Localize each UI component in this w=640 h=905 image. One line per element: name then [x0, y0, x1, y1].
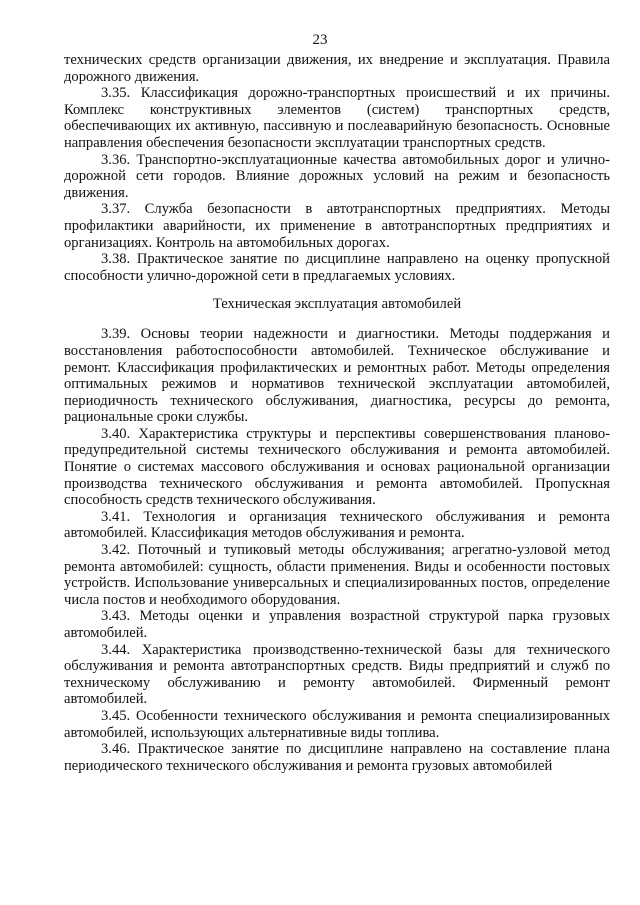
page-number: 23 [312, 32, 328, 48]
paragraph-3-44: 3.44. Характеристика производственно-технической базы для технического обслуживания и ремонта автотранспортных средств. Виды предприятий и служб по техническому обслуживанию и ремонту автомобилей. Фирменный ремонт автомобилей. [64, 641, 610, 708]
paragraph-3-40: 3.40. Характеристика структуры и перспективы совершенствования планово-предупредительной системы технического обслуживания и ремонта автомобилей. Понятие о системах массового обслуживания и основах рациональной организации производства технического обслуживания и ремонта автомобилей. Пропускная способность средств технического обслуживания. [64, 425, 610, 509]
paragraph-3-42: 3.42. Поточный и тупиковый методы обслуживания; агрегатно-узловой метод ремонта автомобилей: сущность, области применения. Виды и особенности постовых устройств. Использование универсальных и специализированных постов, определение числа постов и необходимого оборудования. [64, 542, 610, 608]
document-body [64, 52, 610, 774]
paragraph-3-38: 3.38. Практическое занятие по дисциплине направлено на оценку пропускной способности улично-дорожной сети в предлагаемых условиях. [64, 251, 610, 284]
paragraph-3-39: 3.39. Основы теории надежности и диагностики. Методы поддержания и восстановления работоспособности автомобилей. Техническое обслуживание и ремонт. Классификация профилактических и ремонтных работ. Методы определения оптимальных режимов и нормативов технической эксплуатации автомобилей, периодичность технического обслуживания, диагностика, ресурсы до ремонта, рациональные сроки службы. [64, 326, 610, 426]
paragraph-3-37: 3.37. Служба безопасности в автотранспортных предприятиях. Методы профилактики аварийности, их применение в автотранспортных предприятиях и организациях. Контроль на автомобильных дорогах. [64, 201, 610, 251]
paragraph-3-35: 3.35. Классификация дорожно-транспортных происшествий и их причины. Комплекс конструктивных элементов (систем) транспортных средств, обеспечивающих их активную, пассивную и послеаварийную безопасность. Основные направления обеспечения безопасности эксплуатации транспортных средств. [64, 85, 610, 151]
paragraph-3-45: 3.45. Особенности технического обслуживания и ремонта специализированных автомобилей, использующих альтернативные виды топлива. [64, 707, 610, 741]
section-heading: Техническая эксплуатация автомобилей [212, 296, 462, 313]
paragraph-3-41: 3.41. Технология и организация технического обслуживания и ремонта автомобилей. Классификация методов обслуживания и ремонта. [64, 508, 610, 542]
paragraph-3-36: 3.36. Транспортно-эксплуатационные качества автомобильных дорог и улично-дорожной сети городов. Влияние дорожных условий на режим и безопасность движения. [64, 151, 610, 201]
paragraph-3-43: 3.43. Методы оценки и управления возрастной структурой парка грузовых автомобилей. [64, 608, 610, 641]
continuation-paragraph: технических средств организации движения, их внедрение и эксплуатация. Правила дорожного движения. [64, 52, 610, 85]
paragraph-3-46: 3.46. Практическое занятие по дисциплине направлено на составление плана периодического технического обслуживания и ремонта грузовых автомобилей [64, 741, 610, 774]
